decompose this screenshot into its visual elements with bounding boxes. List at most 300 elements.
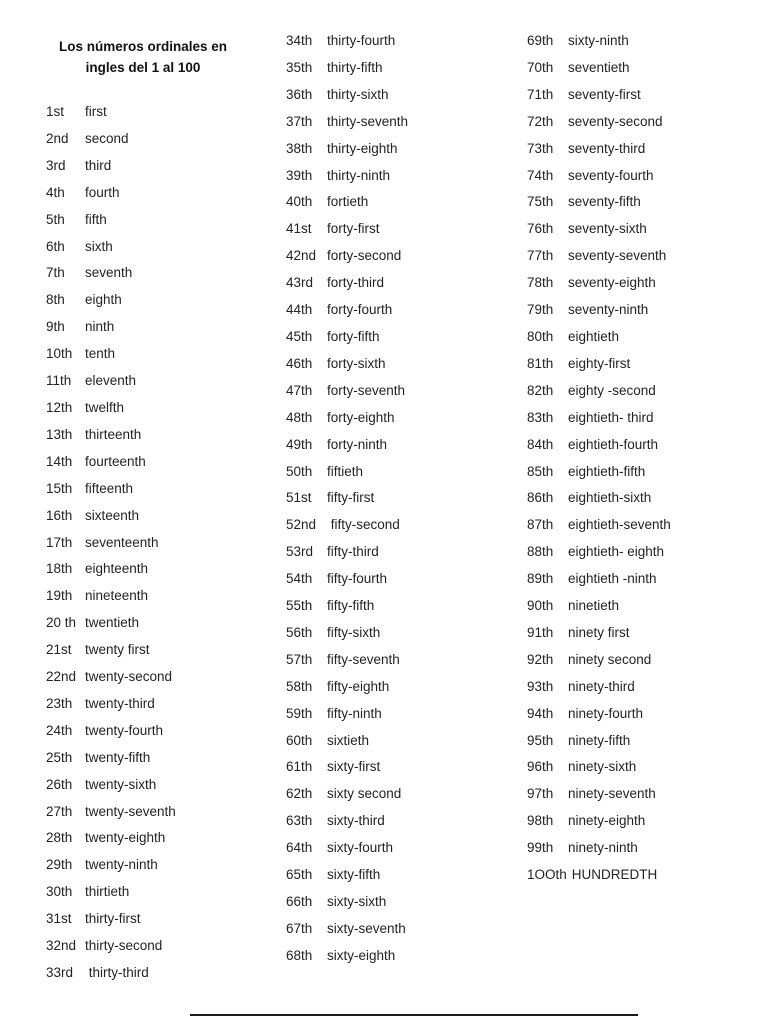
ordinal-word: forty-third [327, 275, 385, 291]
ordinal-number: 94th [527, 705, 554, 721]
list-item [286, 733, 408, 760]
ordinal-number: 32nd [46, 938, 77, 954]
ordinal-word: thirteenth [85, 426, 142, 442]
ordinal-word: fiftieth [327, 463, 364, 479]
list-item [527, 410, 671, 437]
ordinal-word: seventy-seventh [568, 248, 667, 264]
list-item [527, 114, 671, 141]
ordinal-word: ninety-eighth [568, 813, 646, 829]
ordinal-column-3 [527, 33, 671, 894]
ordinal-word: eighteenth [85, 561, 149, 577]
ordinal-word: thirty-eighth [327, 140, 398, 156]
ordinal-word: fifty-fifth [327, 598, 375, 614]
list-item [286, 437, 408, 464]
ordinal-word: forty-fourth [327, 302, 393, 318]
list-item [286, 33, 408, 60]
list-item [46, 857, 176, 884]
ordinal-word: thirty-ninth [327, 167, 391, 183]
ordinal-word: forty-first [327, 221, 380, 237]
ordinal-number: 17th [46, 534, 73, 550]
list-item [46, 508, 176, 535]
list-item [527, 652, 671, 679]
list-item [286, 894, 408, 921]
ordinal-number: 23th [46, 695, 73, 711]
list-item [46, 346, 176, 373]
list-item [286, 194, 408, 221]
ordinal-number: 67th [286, 920, 313, 936]
ordinal-word: sixty-fifth [327, 867, 381, 883]
list-item [527, 598, 671, 625]
list-item [527, 517, 671, 544]
list-item [46, 535, 176, 562]
list-item [46, 588, 176, 615]
ordinal-word: thirty-fifth [327, 59, 383, 75]
ordinal-word: sixty-fourth [327, 840, 394, 856]
list-item [46, 158, 176, 185]
ordinal-number: 72th [527, 113, 554, 129]
ordinal-number: 37th [286, 113, 313, 129]
list-item [286, 275, 408, 302]
ordinal-number: 62th [286, 786, 313, 802]
ordinal-number: 25th [46, 749, 73, 765]
ordinal-number: 97th [527, 786, 554, 802]
page-title [40, 36, 246, 78]
list-item [286, 490, 408, 517]
list-item [527, 544, 671, 571]
ordinal-number: 99th [527, 840, 554, 856]
ordinal-number: 77th [527, 248, 554, 264]
list-item [527, 275, 671, 302]
ordinal-number: 90th [527, 598, 554, 614]
list-item [46, 185, 176, 212]
ordinal-word: eightieth -ninth [568, 571, 657, 587]
ordinal-number: 7th [46, 265, 65, 281]
ordinal-word: twelfth [85, 399, 125, 415]
ordinal-word: thirty-first [85, 911, 141, 927]
list-item [46, 319, 176, 346]
ordinal-number: 50th [286, 463, 313, 479]
ordinal-word: forty-seventh [327, 382, 406, 398]
list-item [527, 437, 671, 464]
ordinal-number: 18th [46, 561, 73, 577]
ordinal-number: 87th [527, 517, 554, 533]
ordinal-word: twenty-seventh [85, 803, 176, 819]
list-item [46, 804, 176, 831]
ordinal-number: 68th [286, 947, 313, 963]
ordinal-word: seventeenth [85, 534, 159, 550]
ordinal-word: eightieth [568, 328, 620, 344]
list-item [286, 248, 408, 275]
list-item [46, 427, 176, 454]
ordinal-number: 34th [286, 33, 313, 48]
list-item [46, 454, 176, 481]
ordinal-number: 21st [46, 642, 72, 658]
ordinal-number: 75th [527, 194, 554, 210]
ordinal-number: 44th [286, 302, 313, 318]
ordinal-word: twentieth [85, 615, 140, 631]
ordinal-number: 24th [46, 722, 73, 738]
list-item [46, 373, 176, 400]
list-item [527, 867, 671, 894]
ordinal-number: 89th [527, 571, 554, 587]
ordinal-word: ninety-fourth [568, 705, 644, 721]
page-title-line-2: ingles del 1 al 100 [85, 60, 201, 75]
list-item [286, 114, 408, 141]
ordinal-number: 11th [46, 373, 72, 389]
ordinal-word: HUNDREDTH [568, 867, 658, 883]
list-item [46, 131, 176, 158]
ordinal-number: 13th [46, 426, 73, 442]
ordinal-word: eightieth-sixth [568, 490, 652, 506]
list-item [527, 221, 671, 248]
ordinal-word: twenty-fifth [85, 749, 151, 765]
ordinal-word: eighty -second [568, 382, 656, 398]
list-item [286, 598, 408, 625]
list-item [286, 383, 408, 410]
ordinal-word: forty-fifth [327, 328, 380, 344]
ordinal-number: 9th [46, 319, 65, 335]
list-item [46, 884, 176, 911]
ordinal-number: 16th [46, 507, 73, 523]
list-item [527, 329, 671, 356]
list-item [46, 723, 176, 750]
list-item [46, 400, 176, 427]
list-item [527, 60, 671, 87]
ordinal-word: sixty-sixth [327, 894, 387, 909]
list-item [286, 141, 408, 168]
list-item [286, 356, 408, 383]
list-item [46, 561, 176, 588]
ordinal-number: 38th [286, 140, 313, 156]
ordinal-word: nineteenth [85, 588, 149, 604]
list-item [527, 248, 671, 275]
list-item [286, 652, 408, 679]
list-item [527, 302, 671, 329]
ordinal-word: seventieth [568, 59, 630, 75]
ordinal-number: 84th [527, 436, 554, 452]
ordinal-word: ninetieth [568, 598, 620, 614]
ordinal-number: 74th [527, 167, 554, 183]
ordinal-word: eightieth-fifth [568, 463, 646, 479]
ordinal-number: 36th [286, 86, 313, 102]
ordinal-number: 46th [286, 355, 313, 371]
list-item [46, 696, 176, 723]
ordinal-word: eightieth- third [568, 409, 654, 425]
ordinal-number: 40th [286, 194, 313, 210]
page-title-line-1: Los números ordinales en [58, 39, 228, 54]
ordinal-number: 6th [46, 238, 65, 254]
ordinal-word: forty-eighth [327, 409, 395, 425]
list-item [46, 265, 176, 292]
ordinal-number: 78th [527, 275, 554, 291]
list-item [527, 168, 671, 195]
list-item [286, 410, 408, 437]
list-item [527, 571, 671, 598]
ordinal-number: 20 th [46, 615, 77, 631]
ordinal-word: seventy-fifth [568, 194, 641, 210]
ordinal-word: fifty-fourth [327, 571, 388, 587]
list-item [527, 759, 671, 786]
list-item [46, 239, 176, 266]
ordinal-number: 63th [286, 813, 313, 829]
ordinal-word: thirtieth [85, 884, 130, 900]
ordinal-number: 71th [527, 86, 554, 102]
ordinal-word: fifty-first [327, 490, 375, 506]
list-item [286, 921, 408, 948]
ordinal-number: 60th [286, 732, 313, 748]
ordinal-number: 55th [286, 598, 313, 614]
ordinal-number: 45th [286, 328, 313, 344]
ordinal-word: ninety-ninth [568, 840, 638, 856]
ordinal-number: 10th [46, 346, 73, 362]
ordinal-word: sixty-first [327, 759, 381, 775]
ordinal-number: 48th [286, 409, 313, 425]
ordinal-word: thirty-sixth [327, 86, 389, 102]
list-item [286, 786, 408, 813]
ordinal-number: 76th [527, 221, 554, 237]
ordinal-number: 14th [46, 453, 73, 469]
ordinal-word: fifty-eighth [327, 678, 390, 694]
list-item [46, 965, 176, 992]
ordinal-number: 83th [527, 409, 554, 425]
ordinal-number: 86th [527, 490, 554, 506]
list-item [527, 840, 671, 867]
list-item [527, 786, 671, 813]
ordinal-number: 28th [46, 830, 73, 846]
ordinal-word: eleventh [85, 373, 137, 389]
ordinal-word: sixty-seventh [327, 920, 406, 936]
ordinal-word: thirty-second [85, 938, 163, 954]
ordinal-word: sixty-ninth [568, 33, 629, 48]
list-item [286, 571, 408, 598]
list-item [286, 867, 408, 894]
ordinal-word: seventy-fourth [568, 167, 654, 183]
ordinal-number: 95th [527, 732, 554, 748]
list-item [46, 615, 176, 642]
ordinal-word: fifty-second [327, 517, 400, 533]
ordinal-word: sixty-eighth [327, 947, 396, 963]
ordinal-number: 30th [46, 884, 73, 900]
ordinal-number: 98th [527, 813, 554, 829]
ordinal-word: eightieth- eighth [568, 544, 665, 560]
ordinal-word: seventy-second [568, 113, 663, 129]
ordinal-word: twenty first [85, 642, 150, 658]
ordinal-number: 82th [527, 382, 554, 398]
ordinal-number: 80th [527, 328, 554, 344]
list-item [527, 356, 671, 383]
ordinal-number: 54th [286, 571, 313, 587]
ordinal-word: thirty-fourth [327, 33, 396, 48]
ordinal-word: twenty-third [85, 695, 155, 711]
list-item [286, 706, 408, 733]
list-item [46, 830, 176, 857]
ordinal-word: fifty-ninth [327, 705, 382, 721]
ordinal-number: 43rd [286, 275, 314, 291]
ordinal-number: 93th [527, 678, 554, 694]
list-item [527, 490, 671, 517]
ordinal-word: twenty-sixth [85, 776, 157, 792]
ordinal-number: 69th [527, 33, 554, 48]
list-item [527, 87, 671, 114]
ordinal-word: eightieth-fourth [568, 436, 659, 452]
list-item [527, 383, 671, 410]
ordinal-number: 81th [527, 355, 554, 371]
ordinal-word: thirty-third [85, 965, 149, 980]
ordinal-word: fifteenth [85, 480, 134, 496]
ordinal-number: 41st [286, 221, 312, 237]
ordinal-word: second [85, 130, 129, 146]
ordinal-number: 73th [527, 140, 554, 156]
ordinal-word: thirty-seventh [327, 113, 409, 129]
ordinal-word: ninety-fifth [568, 732, 631, 748]
list-item [46, 212, 176, 239]
ordinal-number: 47th [286, 382, 313, 398]
ordinal-word: eighty-first [568, 355, 631, 371]
ordinal-number: 22nd [46, 669, 77, 685]
ordinal-word: forty-ninth [327, 436, 388, 452]
list-item [46, 292, 176, 319]
ordinal-word: seventy-eighth [568, 275, 656, 291]
ordinal-word: ninety first [568, 624, 630, 640]
ordinal-number: 29th [46, 857, 73, 873]
ordinal-word: sixteenth [85, 507, 140, 523]
ordinal-word: seventy-ninth [568, 302, 649, 318]
ordinal-word: seventy-first [568, 86, 641, 102]
list-item [46, 481, 176, 508]
list-item [46, 669, 176, 696]
ordinal-number: 61th [286, 759, 313, 775]
ordinal-number: 96th [527, 759, 554, 775]
list-item [527, 464, 671, 491]
list-item [527, 679, 671, 706]
list-item [527, 625, 671, 652]
list-item [286, 759, 408, 786]
ordinal-number: 59th [286, 705, 313, 721]
list-item [286, 302, 408, 329]
ordinal-word: third [85, 157, 112, 173]
ordinal-number: 53rd [286, 544, 314, 560]
ordinal-number: 88th [527, 544, 554, 560]
ordinal-word: forty-sixth [327, 355, 386, 371]
ordinal-word: twenty-ninth [85, 857, 158, 873]
ordinal-word: fifty-seventh [327, 651, 400, 667]
ordinal-number: 64th [286, 840, 313, 856]
ordinal-word: sixtieth [327, 732, 370, 748]
ordinal-word: twenty-eighth [85, 830, 166, 846]
list-item [46, 938, 176, 965]
ordinal-number: 35th [286, 59, 313, 75]
ordinal-word: first [85, 104, 107, 119]
ordinal-number: 3rd [46, 157, 66, 173]
list-item [286, 464, 408, 491]
ordinal-number: 39th [286, 167, 313, 183]
ordinal-number: 51st [286, 490, 312, 506]
list-item [286, 329, 408, 356]
ordinal-number: 19th [46, 588, 73, 604]
ordinal-number: 31st [46, 911, 72, 927]
ordinal-word: fifth [85, 211, 107, 227]
list-item [527, 194, 671, 221]
ordinal-number: 65th [286, 867, 313, 883]
ordinal-number: 4th [46, 184, 65, 200]
list-item [286, 625, 408, 652]
ordinal-column-1 [46, 104, 176, 992]
ordinal-number: 85th [527, 463, 554, 479]
ordinal-number: 15th [46, 480, 73, 496]
ordinal-word: sixty second [327, 786, 402, 802]
ordinal-word: sixth [85, 238, 113, 254]
list-item [286, 517, 408, 544]
ordinal-word: twenty-second [85, 669, 173, 685]
ordinal-word: tenth [85, 346, 116, 362]
ordinal-number: 42nd [286, 248, 317, 264]
list-item [286, 221, 408, 248]
ordinal-number: 5th [46, 211, 65, 227]
ordinal-number: 2nd [46, 130, 69, 146]
list-item [527, 141, 671, 168]
ordinal-number: 8th [46, 292, 65, 308]
list-item [46, 777, 176, 804]
ordinal-number: 1OOth [527, 867, 567, 883]
ordinal-word: twenty-fourth [85, 722, 164, 738]
list-item [527, 706, 671, 733]
list-item [527, 813, 671, 840]
page-divider [190, 1014, 638, 1016]
ordinal-word: seventh [85, 265, 133, 281]
list-item [286, 87, 408, 114]
ordinal-number: 66th [286, 894, 313, 909]
list-item [286, 840, 408, 867]
ordinal-number: 70th [527, 59, 554, 75]
list-item [46, 750, 176, 777]
ordinal-number: 27th [46, 803, 73, 819]
ordinal-word: eighth [85, 292, 122, 308]
ordinal-word: sixty-third [327, 813, 385, 829]
ordinal-word: seventy-third [568, 140, 646, 156]
ordinal-word: ninety-third [568, 678, 635, 694]
list-item [286, 544, 408, 571]
ordinal-word: fortieth [327, 194, 369, 210]
ordinal-number: 58th [286, 678, 313, 694]
ordinal-word: ninety second [568, 651, 652, 667]
list-item [286, 679, 408, 706]
ordinal-word: ninth [85, 319, 115, 335]
ordinal-number: 33rd [46, 965, 74, 980]
list-item [286, 948, 408, 975]
list-item [527, 733, 671, 760]
ordinal-word: fifty-sixth [327, 624, 381, 640]
ordinal-number: 1st [46, 104, 65, 119]
list-item [527, 33, 671, 60]
ordinal-number: 52nd [286, 517, 317, 533]
ordinal-number: 56th [286, 624, 313, 640]
ordinal-number: 12th [46, 399, 73, 415]
ordinal-number: 91th [527, 624, 554, 640]
ordinal-number: 92th [527, 651, 554, 667]
list-item [286, 168, 408, 195]
ordinal-word: eightieth-seventh [568, 517, 671, 533]
ordinal-number: 49th [286, 436, 313, 452]
ordinal-word: fourteenth [85, 453, 146, 469]
ordinal-word: forty-second [327, 248, 402, 264]
ordinal-number: 57th [286, 651, 313, 667]
ordinal-word: ninety-sixth [568, 759, 637, 775]
ordinal-word: ninety-seventh [568, 786, 656, 802]
ordinal-word: seventy-sixth [568, 221, 647, 237]
ordinal-word: fifty-third [327, 544, 379, 560]
list-item [286, 60, 408, 87]
ordinal-word: fourth [85, 184, 120, 200]
